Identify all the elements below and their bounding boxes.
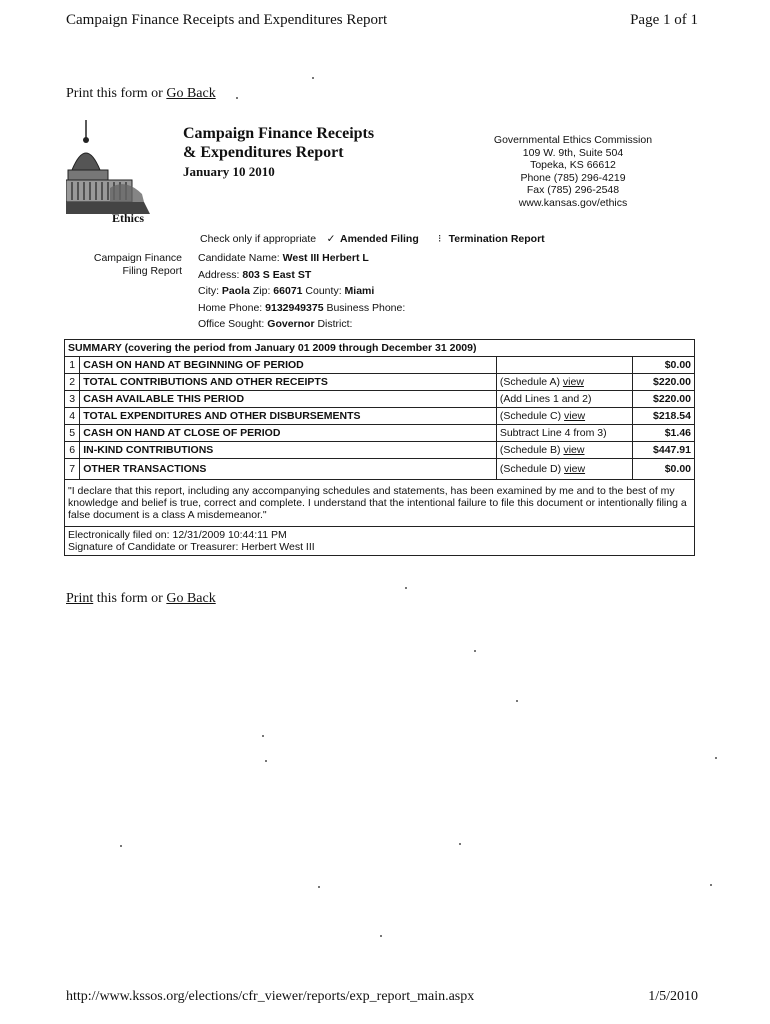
line-number: 7	[65, 459, 80, 480]
county-label: County:	[305, 285, 342, 297]
nav-top-prefix: Print this form or	[66, 86, 167, 101]
office-row	[198, 316, 405, 333]
view-schedule-link[interactable]: view	[564, 410, 586, 422]
candidate-label: Candidate Name:	[198, 252, 280, 264]
view-schedule-link[interactable]: view	[562, 376, 584, 388]
commission-address1: 109 W. 9th, Suite 504	[522, 146, 624, 159]
schedule-label: (Schedule B)	[499, 444, 564, 456]
filing-info	[65, 527, 695, 556]
home-phone-value: 9132949375	[265, 301, 324, 314]
line-schedule	[496, 459, 632, 480]
scan-speck	[474, 650, 476, 652]
line-amount: $447.91	[633, 442, 695, 459]
line-number: 4	[65, 408, 80, 425]
declaration-text: "I declare that this report, including any accompanying schedules and statements, has been examined by me and to the best of my knowledge and belief is true, correct and complete. I understand that the intentional failure to file this document or intentionally filing a false document is a class A misdemeanor."	[65, 480, 695, 527]
scan-speck	[312, 77, 314, 79]
termination-label: Termination Report	[448, 233, 545, 245]
line-description: CASH ON HAND AT BEGINNING OF PERIOD	[80, 357, 497, 374]
line-number: 6	[65, 442, 80, 459]
summary-row	[65, 459, 695, 480]
schedule-label: (Schedule A)	[499, 376, 563, 388]
scan-speck	[120, 845, 122, 847]
form-label	[64, 252, 182, 278]
line-description: CASH AVAILABLE THIS PERIOD	[80, 391, 497, 408]
scan-speck	[516, 700, 518, 702]
summary-header: SUMMARY (covering the period from January 01 2009 through December 31 2009)	[65, 340, 695, 357]
termination-checkbox[interactable]: ⁝	[438, 233, 442, 245]
home-phone-label: Home Phone:	[198, 301, 263, 314]
nav-bottom	[66, 591, 216, 607]
line-number: 1	[65, 357, 80, 374]
page-footer-url: http://www.kssos.org/elections/cfr_viewer/reports/exp_report_main.aspx	[66, 989, 475, 1004]
scan-speck	[318, 886, 320, 888]
schedule-label: Subtract Line 4 from 3)	[499, 427, 607, 439]
phone-row	[198, 300, 405, 317]
district-label: District:	[317, 318, 353, 330]
print-link[interactable]: Print	[66, 591, 94, 606]
nav-bottom-middle: this form or	[93, 591, 167, 606]
filed-on-line	[68, 529, 691, 541]
summary-row	[65, 357, 695, 374]
view-schedule-link[interactable]: view	[563, 444, 585, 456]
commission-fax: Fax (785) 296-2548	[526, 184, 620, 196]
line-schedule	[496, 374, 632, 391]
line-description: CASH ON HAND AT CLOSE OF PERIOD	[80, 425, 497, 442]
ethics-logo	[66, 118, 150, 222]
page-header-title: Campaign Finance Receipts and Expenditures Report	[66, 12, 388, 28]
scan-speck	[715, 757, 717, 759]
candidate-details	[198, 250, 405, 333]
line-description: TOTAL EXPENDITURES AND OTHER DISBURSEMENTS	[80, 408, 497, 425]
amended-label: Amended Filing	[340, 233, 419, 245]
summary-row	[65, 442, 695, 459]
line-schedule	[496, 391, 632, 408]
commission-phone: Phone (785) 296-4219	[520, 171, 626, 184]
scan-speck	[380, 935, 382, 937]
report-title-line1: Campaign Finance Receipts	[183, 125, 375, 142]
summary-row	[65, 425, 695, 442]
scan-speck	[262, 735, 264, 737]
schedule-label: (Schedule D)	[499, 463, 565, 475]
filing-type-row	[200, 233, 545, 245]
address-label: Address:	[198, 268, 240, 281]
address-value: 803 S East ST	[242, 268, 312, 281]
go-back-link-top[interactable]: Go Back	[166, 86, 216, 101]
commission-website: www.kansas.gov/ethics	[518, 196, 628, 209]
office-label: Office Sought:	[198, 318, 265, 330]
filed-label: Electronically filed on:	[68, 529, 170, 541]
city-label: City:	[198, 285, 219, 297]
form-label-line2: Filing Report	[122, 265, 182, 277]
scan-speck	[710, 884, 712, 886]
line-amount: $220.00	[633, 374, 695, 391]
amended-checkbox[interactable]: ✓	[326, 233, 336, 245]
summary-row	[65, 391, 695, 408]
zip-value: 66071	[273, 285, 303, 297]
city-value: Paola	[221, 285, 250, 297]
line-description: OTHER TRANSACTIONS	[80, 459, 497, 480]
line-description: TOTAL CONTRIBUTIONS AND OTHER RECEIPTS	[80, 374, 497, 391]
line-amount: $0.00	[633, 357, 695, 374]
line-number: 3	[65, 391, 80, 408]
line-amount: $218.54	[633, 408, 695, 425]
office-value: Governor	[267, 318, 315, 330]
go-back-link-bottom[interactable]: Go Back	[166, 591, 216, 606]
page-number: Page 1 of 1	[630, 12, 698, 28]
check-label: Check only if appropriate	[200, 233, 317, 245]
city-row	[198, 283, 405, 300]
scan-speck	[265, 760, 267, 762]
signature-line	[68, 541, 691, 553]
line-amount: $0.00	[633, 459, 695, 480]
declaration-row	[65, 480, 695, 527]
view-schedule-link[interactable]: view	[564, 463, 586, 475]
commission-info	[478, 134, 668, 209]
scan-speck	[236, 97, 238, 99]
county-value: Miami	[344, 285, 375, 297]
summary-table	[64, 339, 695, 556]
summary-row	[65, 374, 695, 391]
capitol-building-icon	[66, 118, 150, 222]
line-schedule	[496, 408, 632, 425]
line-amount: $220.00	[633, 391, 695, 408]
line-number: 2	[65, 374, 80, 391]
schedule-label: (Schedule C)	[499, 410, 565, 422]
line-description: IN-KIND CONTRIBUTIONS	[80, 442, 497, 459]
report-date: January 10 2010	[183, 164, 275, 179]
nav-top	[66, 86, 216, 102]
business-phone-label: Business Phone:	[326, 301, 406, 314]
logo-label: Ethics	[112, 211, 145, 222]
filed-value: 12/31/2009 10:44:11 PM	[172, 529, 287, 541]
schedule-label: (Add Lines 1 and 2)	[499, 393, 592, 405]
signature-value: Herbert West III	[241, 541, 315, 553]
line-schedule	[496, 357, 632, 374]
page-footer-date: 1/5/2010	[648, 989, 698, 1004]
candidate-value: West III Herbert L	[282, 252, 369, 264]
filing-info-row	[65, 527, 695, 556]
signature-label: Signature of Candidate or Treasurer:	[68, 541, 239, 553]
scan-speck	[405, 587, 407, 589]
line-schedule	[496, 442, 632, 459]
commission-name: Governmental Ethics Commission	[493, 134, 653, 146]
commission-address2: Topeka, KS 66612	[530, 159, 616, 171]
summary-header-row	[65, 340, 695, 357]
report-title-line2: & Expenditures Report	[183, 144, 344, 161]
candidate-row	[198, 250, 405, 267]
scan-speck	[459, 843, 461, 845]
line-number: 5	[65, 425, 80, 442]
form-label-line1: Campaign Finance	[93, 252, 182, 264]
summary-rows	[65, 357, 695, 480]
line-schedule	[496, 425, 632, 442]
zip-label: Zip:	[252, 285, 271, 297]
report-title-block	[183, 124, 374, 181]
summary-row	[65, 408, 695, 425]
line-amount: $1.46	[633, 425, 695, 442]
address-row	[198, 267, 405, 284]
